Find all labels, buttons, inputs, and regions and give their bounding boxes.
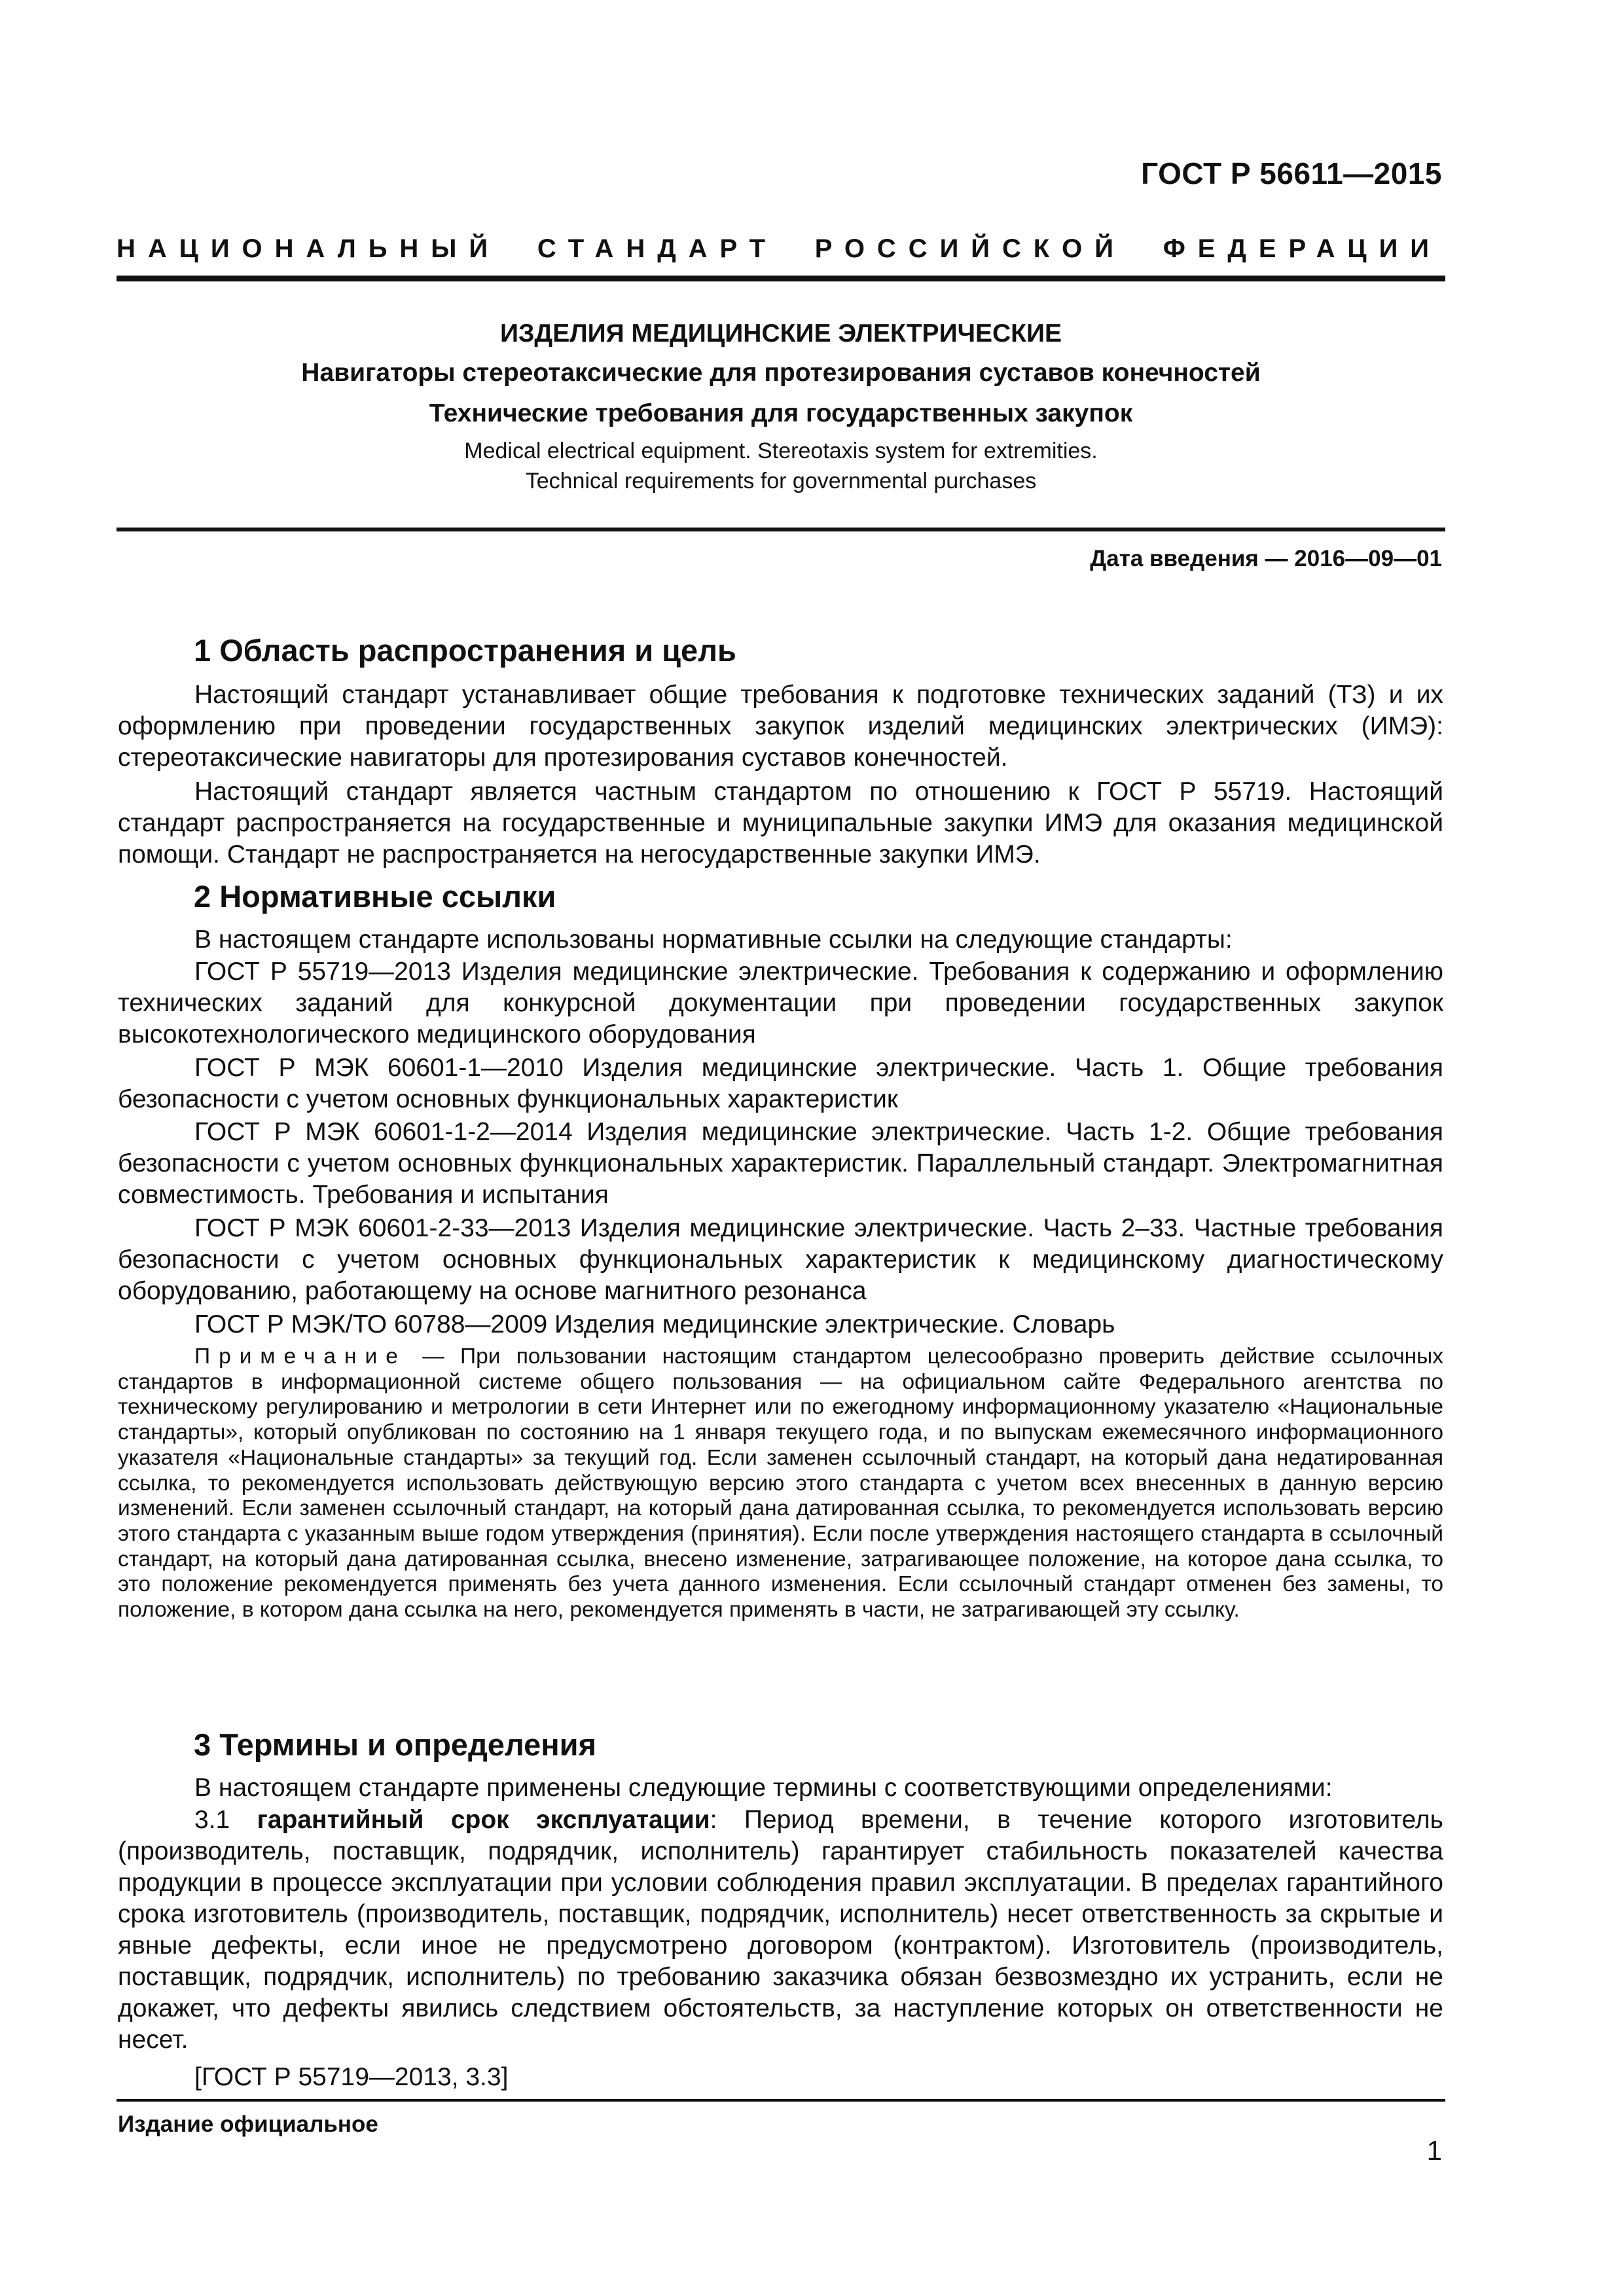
reference-item: ГОСТ Р МЭК 60601-2-33—2013 Изделия медицинские электрические. Часть 2–33. Частные требования безопасности с учетом основных функциональных характеристик к медицинскому диагностическому оборудованию, работающему на основе магнитного резонанса xyxy=(118,1214,1443,1305)
section-3-intro: В настоящем стандарте применены следующие термины с соответствующими определениями: xyxy=(194,1774,1333,1802)
section-1-paragraph-1: Настоящий стандарт устанавливает общие требования к подготовке технических заданий (ТЗ) и их оформлению при проведении государственных закупок изделий медицинских электрических (ИМЭ): стереотаксические навигаторы для протезирования суставов конечностей. xyxy=(118,681,1443,772)
term-definition-paragraph xyxy=(118,1804,1443,2056)
section-1-paragraph-2: Настоящий стандарт является частным стандартом по отношению к ГОСТ Р 55719. Настоящий стандарт распространяется на государственные и муниципальные закупки ИМЭ для оказания медицинской помощи. Стандарт не распространяется на негосударственные закупки ИМЭ. xyxy=(118,778,1443,869)
document-title: ИЗДЕЛИЯ МЕДИЦИНСКИЕ ЭЛЕКТРИЧЕСКИЕ xyxy=(499,319,1062,348)
introduction-date: Дата введения — 2016—09—01 xyxy=(1090,546,1442,571)
section-3-heading: 3 Термины и определения xyxy=(194,1727,596,1762)
document-number: ГОСТ Р 56611—2015 xyxy=(1141,156,1442,190)
reference-item: ГОСТ Р МЭК 60601-1—2010 Изделия медицинские электрические. Часть 1. Общие требования безопасности с учетом основных функциональных характеристик xyxy=(118,1054,1443,1113)
official-edition-label: Издание официальное xyxy=(118,2111,378,2137)
section-1-heading: 1 Область распространения и цель xyxy=(194,633,736,668)
header-rule xyxy=(117,276,1445,281)
page-number: 1 xyxy=(1426,2135,1442,2166)
national-standard-word: ФЕДЕРАЦИИ xyxy=(1163,234,1441,263)
document-subtitle-2: Технические требования для государственных закупок xyxy=(429,399,1133,427)
national-standard-word: НАЦИОНАЛЬНЫЙ xyxy=(117,234,501,263)
english-title-2: Technical requirements for governmental purchases xyxy=(525,469,1037,493)
english-title-1: Medical electrical equipment. Stereotaxis system for extremities. xyxy=(464,439,1098,463)
note-text: — При пользовании настоящим стандартом целесообразно проверить действие ссылочных стандартов в информационной системе общего пользования — на официальном сайте Федерального агентства по техническому регулированию и метрологии в сети Интернет или по ежегодному информационному указателю «Национальные стандарты», который опубликован по состоянию на 1 января текущего года, и по выпускам ежемесячного информационного указателя «Национальные стандарты» за текущий год. Если заменен ссылочный стандарт, на который дана недатированная ссылка, то рекомендуется использовать действующую версию этого стандарта с учетом всех внесенных в данную версию изменений. Если заменен ссылочный стандарт, на который дана датированная ссылка, то рекомендуется использовать версию этого стандарта с указанным выше годом утверждения (принятия). Если после утверждения настоящего стандарта в ссылочный стандарт, на который дана датированная ссылка, внесено изменение, затрагивающее положение, на которое дана ссылка, то это положение рекомендуется применять без учета данного изменения. Если ссылочный стандарт отменен без замены, то положение, в котором дана ссылка на него, рекомендуется применять в части, не затрагивающей эту ссылку. xyxy=(118,1344,1443,1623)
section-2-heading: 2 Нормативные ссылки xyxy=(194,879,556,914)
note-paragraph xyxy=(118,1344,1443,1623)
document-subtitle-1: Навигаторы стереотаксические для протезирования суставов конечностей xyxy=(301,359,1261,387)
term-definition: : Период времени, в течение которого изготовитель (производитель, поставщик, подрядчик, исполнитель) гарантирует стабильность показателей качества продукции в процессе эксплуатации при условии соблюдения правил эксплуатации. В пределах гарантийного срока изготовитель (производитель, поставщик, подрядчик, исполнитель) несет ответственность за скрытые и явные дефекты, если иное не предусмотрено договором (контрактом). Изготовитель (производитель, поставщик, подрядчик, исполнитель) по требованию заказчика обязан безвозмездно их устранить, если не докажет, что дефекты явились следствием обстоятельств, за наступление которых он ответственности не несет. xyxy=(118,1806,1444,2054)
reference-item: ГОСТ Р МЭК 60601-1-2—2014 Изделия медицинские электрические. Часть 1-2. Общие требования безопасности с учетом основных функциональных характеристик. Параллельный стандарт. Электромагнитная совместимость. Требования и испытания xyxy=(118,1118,1443,1209)
national-standard-banner xyxy=(117,234,1441,264)
term-number: 3.1 xyxy=(194,1806,230,1834)
term-name: гарантийный срок эксплуатации xyxy=(257,1806,710,1834)
title-rule xyxy=(117,528,1445,531)
national-standard-word: РОССИЙСКОЙ xyxy=(814,234,1126,263)
reference-item: ГОСТ Р МЭК/ТО 60788—2009 Изделия медицинские электрические. Словарь xyxy=(194,1310,1115,1338)
national-standard-word: СТАНДАРТ xyxy=(537,234,778,263)
term-source: [ГОСТ Р 55719—2013, 3.3] xyxy=(194,2063,509,2091)
reference-item: ГОСТ Р 55719—2013 Изделия медицинские электрические. Требования к содержанию и оформлению технических заданий для конкурсной документации при проведении государственных закупок высокотехнологического медицинского оборудования xyxy=(118,958,1443,1049)
note-label: Примечание xyxy=(194,1344,406,1369)
footer-rule xyxy=(117,2099,1445,2102)
section-2-intro: В настоящем стандарте использованы нормативные ссылки на следующие стандарты: xyxy=(194,925,1233,954)
